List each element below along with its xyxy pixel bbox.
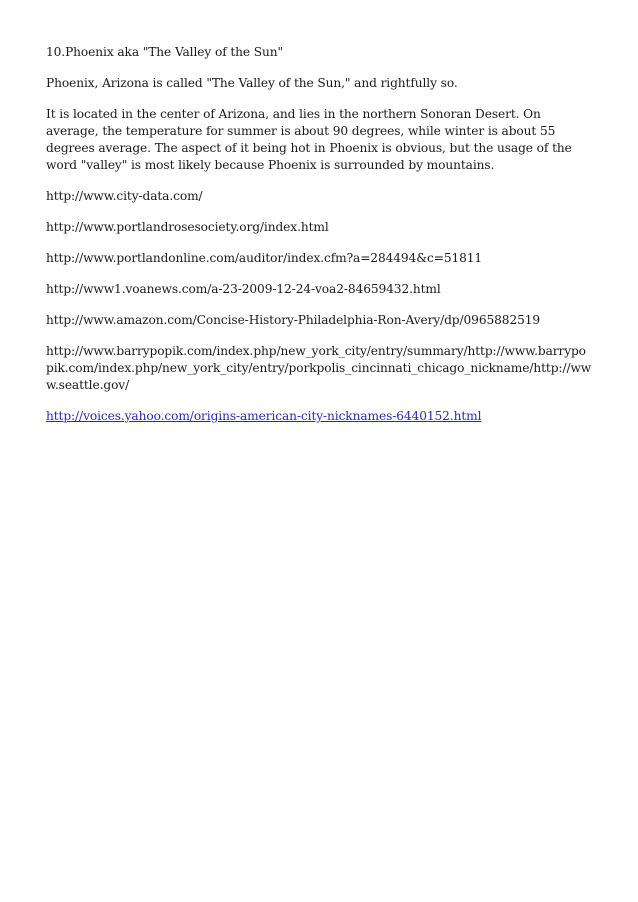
section-heading: 10.Phoenix aka "The Valley of the Sun" <box>46 45 284 59</box>
intro-paragraph: Phoenix, Arizona is called "The Valley of the Sun," and rightfully so. <box>46 76 458 90</box>
source-url-portland-rose-society: http://www.portlandrosesociety.org/index.html <box>46 220 329 234</box>
source-link-paragraph <box>46 408 592 425</box>
source-url-voanews: http://www1.voanews.com/a-23-2009-12-24-voa2-84659432.html <box>46 282 441 296</box>
source-url-amazon: http://www.amazon.com/Concise-History-Philadelphia-Ron-Avery/dp/0965882519 <box>46 313 541 327</box>
source-url-city-data: http://www.city-data.com/ <box>46 189 203 203</box>
source-link-yahoo-voices[interactable]: http://voices.yahoo.com/origins-american-city-nicknames-6440152.html <box>46 409 482 423</box>
source-url-portland-online: http://www.portlandonline.com/auditor/index.cfm?a=284494&c=51811 <box>46 251 483 265</box>
source-url-barrypopik: http://www.barrypopik.com/index.php/new_york_city/entry/summary/http://www.barrypopik.com/index.php/new_york_city/entry/porkpolis_cincinnati_chicago_nickname/http://www.seattle.gov/ <box>46 344 592 392</box>
body-paragraph: It is located in the center of Arizona, and lies in the northern Sonoran Desert. On average, the temperature for summer is about 90 degrees, while winter is about 55 degrees average. The aspect of it being hot in Phoenix is obvious, but the usage of the word "valley" is most likely because Phoenix is surrounded by mountains. <box>46 107 572 172</box>
document-content <box>46 44 592 439</box>
